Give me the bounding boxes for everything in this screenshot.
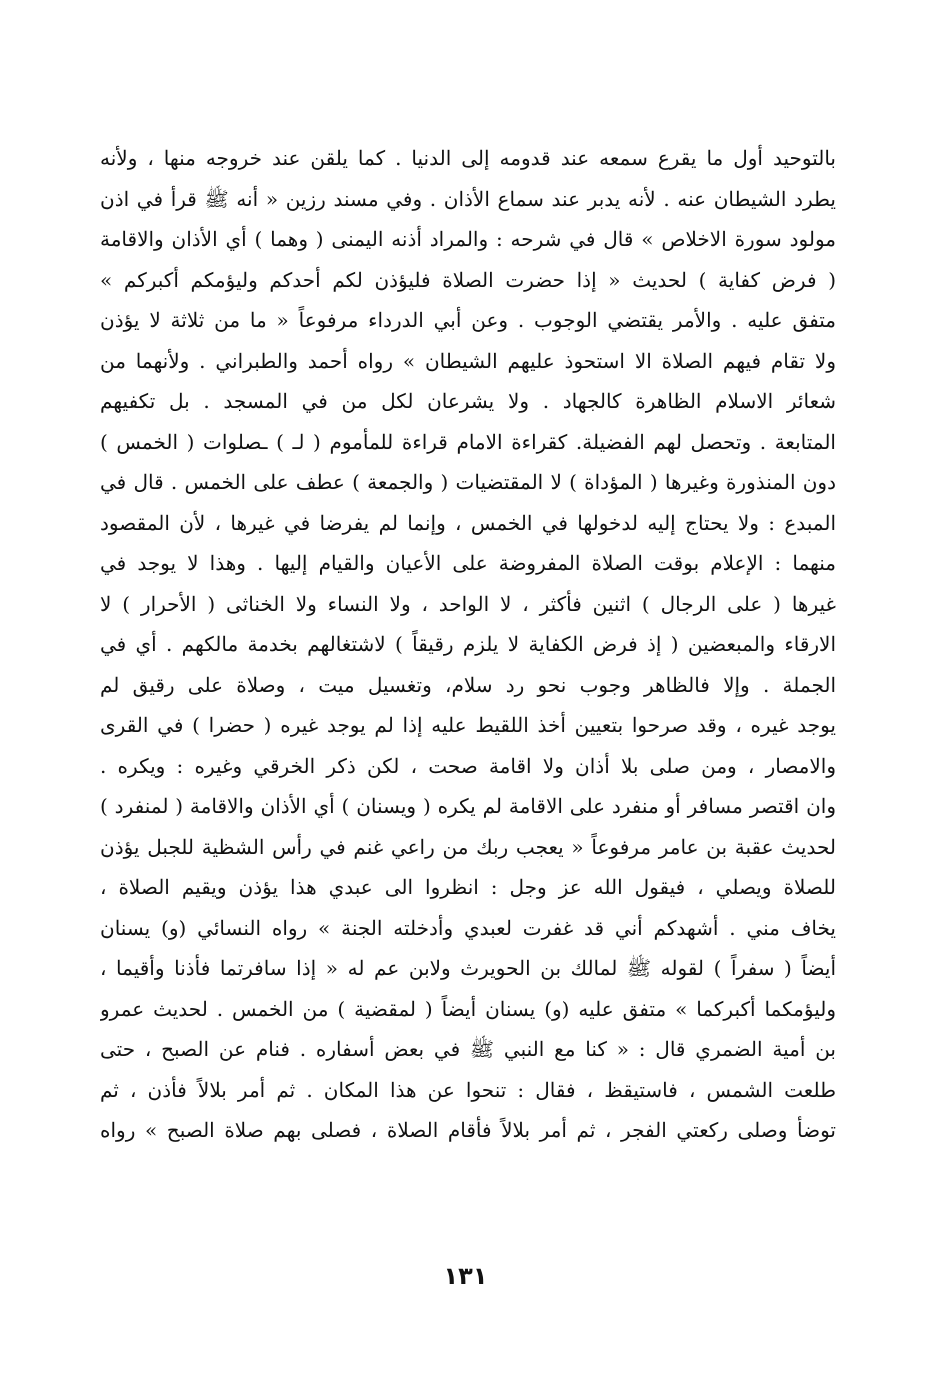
- text-line-5: متفق عليه . والأمر يقتضي الوجوب . وعن أبي الدرداء مرفوعاً « ما من ثلاثة لا يؤذن: [100, 308, 836, 332]
- body-text: [100, 138, 836, 1151]
- text-line-4: ( فرض كفاية ) لحديث « إذا حضرت الصلاة فليؤذن لكم أحدكم وليؤمكم أكبركم »: [100, 267, 836, 292]
- text-line-21: أيضاً ( سفراً ) لقوله ﷺ لمالك بن الحويرث ولابن عم له « إذا سافرتما فأذنا وأقيما ،: [100, 956, 836, 980]
- text-line-15: يوجد غيره ، وقد صرحوا بتعيين أخذ اللقيط عليه إذا لم يوجد غيره ( حضرا ) في القرى: [100, 713, 836, 737]
- text-line-3: مولود سورة الاخلاص » قال في شرحه : والمراد أذنه اليمنى ( وهما ) أي الأذان والاقامة: [100, 227, 836, 251]
- text-line-18: لحديث عقبة بن عامر مرفوعاً « يعجب ربك من راعي غنم في رأس الشظية للجبل يؤذن: [100, 834, 836, 859]
- text-line-20: يخاف مني . أشهدكم أني قد غفرت لعبدي وأدخلته الجنة » رواه النسائي (و) يسنان: [100, 915, 836, 940]
- text-line-25: توضأ وصلى ركعتي الفجر ، ثم أمر بلالاً فأقام الصلاة ، فصلى بهم صلاة الصبح » رواه: [100, 1118, 836, 1142]
- text-line-10: المبدع : ولا يحتاج إليه لدخولها في الخمس ، وإنما لم يفرضا في غيرها ، لأن المقصود: [100, 510, 836, 535]
- text-line-24: طلعت الشمس ، فاستيقظ ، فقال : تنحوا عن هذا المكان . ثم أمر بلالاً فأذن ، ثم: [100, 1077, 836, 1102]
- text-line-12: غيرها ( على الرجال ) اثنين فأكثر ، لا الواحد ، ولا النساء ولا الخناثى ( الأحرار ) لا: [100, 591, 836, 616]
- text-line-2: يطرد الشيطان عنه . لأنه يدبر عند سماع الأذان . وفي مسند رزين « أنه ﷺ قرأ في اذن: [100, 186, 836, 211]
- text-line-14: الجملة . وإلا فالظاهر وجوب نحو رد سلام، وتغسيل ميت ، وصلاة على رقيق لم: [100, 672, 836, 697]
- text-line-19: للصلاة ويصلي ، فيقول الله عز وجل : انظروا الى عبدي هذا يؤذن ويقيم الصلاة ،: [100, 875, 836, 899]
- text-line-13: الارقاء والمبعضين ( إذ فرض الكفاية لا يلزم رقيقاً ) لاشتغالهم بخدمة مالكهم . أي في: [100, 632, 836, 656]
- text-line-11: منهما : الإعلام بوقت الصلاة المفروضة على الأعيان والقيام إليها . وهذا لا يوجد في: [100, 551, 836, 575]
- text-line-22: وليؤمكما أكبركما » متفق عليه (و) يسنان أيضاً ( لمقضية ) من الخمس . لحديث عمرو: [100, 996, 836, 1021]
- text-line-1: بالتوحيد أول ما يقرع سمعه عند قدومه إلى الدنيا . كما يلقن عند خروجه منها ، ولأنه: [100, 146, 836, 170]
- text-line-8: المتابعة . وتحصل لهم الفضيلة. كقراءة الامام قراءة للمأموم ( لـ ) ـصلوات ( الخمس ): [100, 429, 836, 454]
- text-line-6: ولا تقام فيهم الصلاة الا استحوذ عليهم الشيطان » رواه أحمد والطبراني . ولأنهما من: [100, 348, 836, 373]
- text-line-16: والامصار ، ومن صلى بلا أذان ولا اقامة صحت ، لكن ذكر الخرقي وغيره : ويكره .: [100, 753, 836, 778]
- text-line-9: دون المنذورة وغيرها ( المؤداة ) لا المقتضيات ( والجمعة ) عطف على الخمس . قال في: [100, 470, 836, 494]
- text-line-7: شعائر الاسلام الظاهرة كالجهاد . ولا يشرعان لكل من في المسجد . بل تكفيهم: [100, 389, 836, 413]
- text-line-17: وان اقتصر مسافر أو منفرد على الاقامة لم يكره ( ويسنان ) أي الأذان والاقامة ( لمنفرد ): [100, 794, 836, 818]
- page-number: ١٣١: [443, 1262, 488, 1290]
- text-line-23: بن أمية الضمري قال : « كنا مع النبي ﷺ في بعض أسفاره . فنام عن الصبح ، حتى: [100, 1037, 836, 1061]
